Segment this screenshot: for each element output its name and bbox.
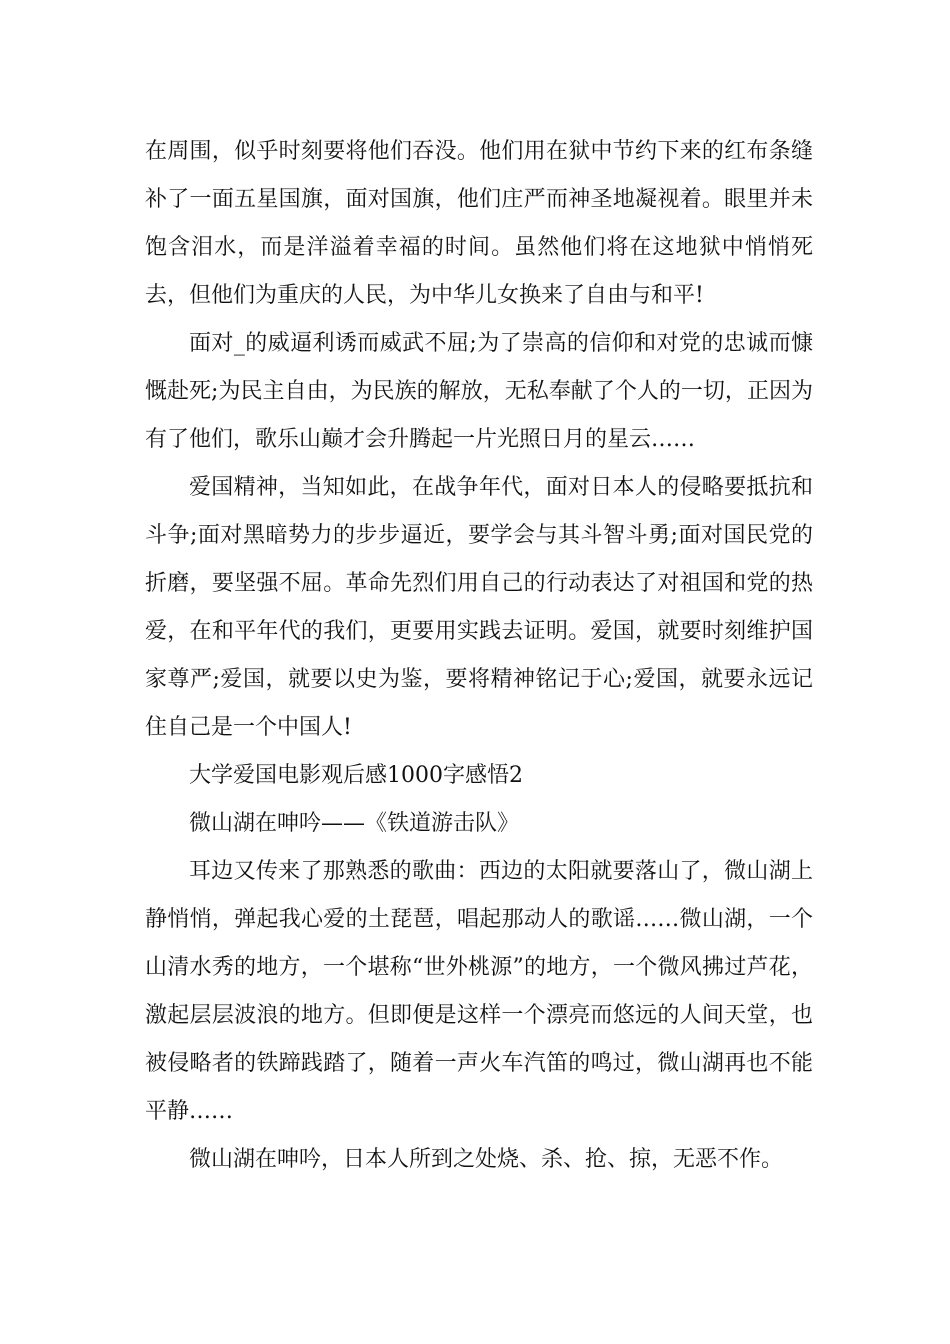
paragraph-5: 微山湖在呻吟，日本人所到之处烧、杀、抢、掠，无恶不作。 <box>189 1147 784 1172</box>
paragraph-1: 在周围，似乎时刻要将他们吞没。他们用在狱中节约下来的红布条缝补了一面五星国旗，面对国旗，他们庄严而神圣地凝视着。眼里并未饱含泪水，而是洋溢着幸福的时间。虽然他们将在这地狱中悄悄死去，但他们为重庆的人民，为中华儿女换来了自由与和平! <box>145 139 813 308</box>
paragraph-4: 耳边又传来了那熟悉的歌曲：西边的太阳就要落山了，微山湖上静悄悄，弹起我心爱的土琵琶，唱起那动人的歌谣……微山湖，一个山清水秀的地方，一个堪称“世外桃源”的地方，一个微风拂过芦花，激起层层波浪的地方。但即便是这样一个漂亮而悠远的人间天堂，也被侵略者的铁蹄践踏了，随着一声火车汽笛的鸣过，微山湖再也不能平静…… <box>145 859 813 1124</box>
paragraph-2: 面对_的威逼利诱而威武不屈;为了崇高的信仰和对党的忠诚而慷慨赴死;为民主自由，为民族的解放，无私奉献了个人的一切，正因为有了他们，歌乐山巅才会升腾起一片光照日月的星云…… <box>145 331 813 452</box>
section-subheading: 微山湖在呻吟——《铁道游击队》 <box>189 811 520 836</box>
document-body <box>145 128 813 1184</box>
section-heading: 大学爱国电影观后感1000字感悟2 <box>189 763 523 788</box>
paragraph-3: 爱国精神，当知如此，在战争年代，面对日本人的侵略要抵抗和斗争;面对黑暗势力的步步逼近，要学会与其斗智斗勇;面对国民党的折磨，要坚强不屈。革命先烈们用自己的行动表达了对祖国和党的热爱，在和平年代的我们，更要用实践去证明。爱国，就要时刻维护国家尊严;爱国，就要以史为鉴，要将精神铭记于心;爱国，就要永远记住自己是一个中国人! <box>145 475 813 740</box>
